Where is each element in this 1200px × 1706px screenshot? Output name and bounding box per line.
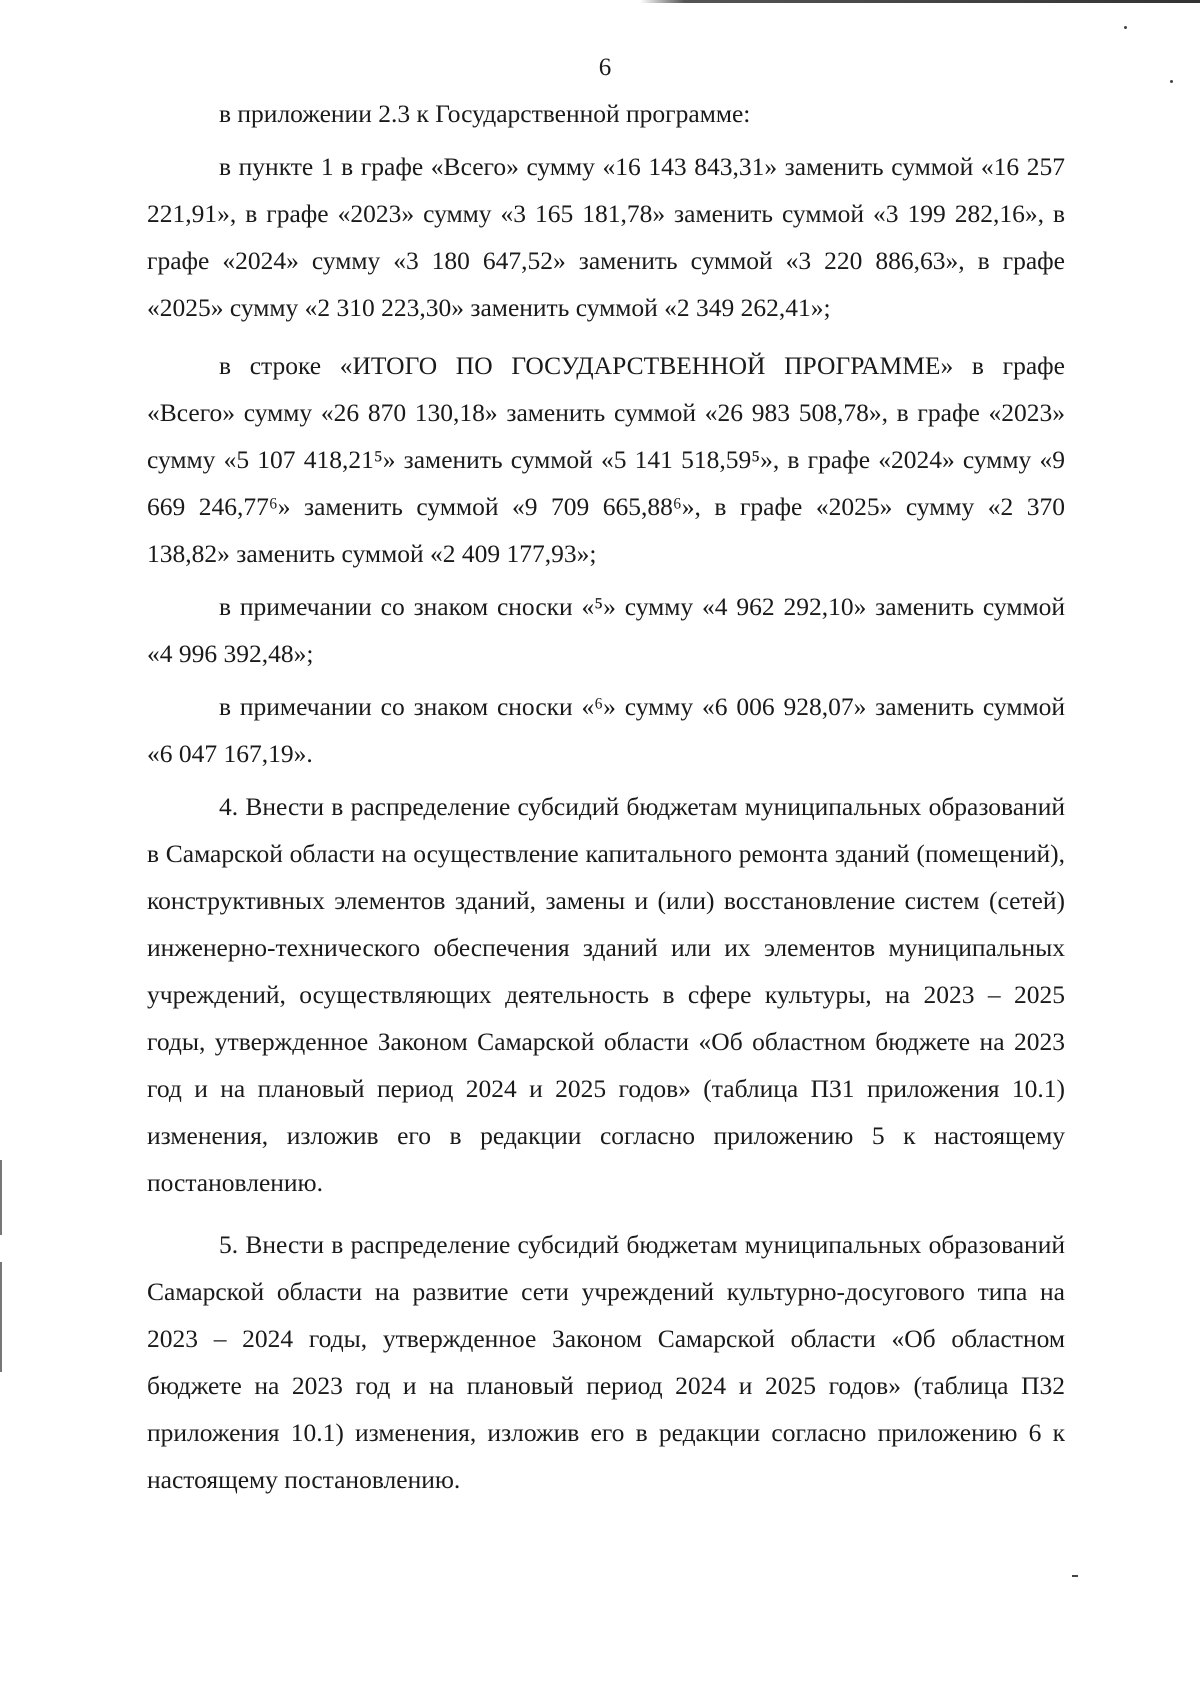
scan-edge-left	[0, 1160, 2, 1235]
scan-speck	[1124, 26, 1127, 29]
page-number: 6	[598, 54, 612, 81]
scan-speck	[1072, 1575, 1078, 1577]
paragraph-footnote-5: в примечании со знаком сноски «⁵» сумму «4 962 292,10» заменить суммой «4 996 392,48»;	[147, 592, 1065, 668]
document-body	[147, 90, 1065, 1503]
paragraph-program-total: в строке «ИТОГО ПО ГОСУДАРСТВЕННОЙ ПРОГРАММЕ» в графе «Всего» сумму «26 870 130,18» заменить суммой «26 983 508,78», в графе «2023» сумму «5 107 418,21⁵» заменить суммой «5 141 518,59⁵», в графе «2024» сумму «9 669 246,77⁶» заменить суммой «9 709 665,88⁶», в графе «2025» сумму «2 370 138,82» заменить суммой «2 409 177,93»;	[147, 351, 1065, 568]
paragraph-footnote-6: в примечании со знаком сноски «⁶» сумму «6 006 928,07» заменить суммой «6 047 167,19».	[147, 692, 1065, 768]
scan-edge-top	[640, 0, 1200, 3]
paragraph-section-4: 4. Внести в распределение субсидий бюджетам муниципальных образований в Самарской области на осуществление капитального ремонта зданий (помещений), конструктивных элементов зданий, замены и (или) восстановление систем (сетей) инженерно-технического обеспечения зданий или их элементов муниципальных учреждений, осуществляющих деятельность в сфере культуры, на 2023 – 2025 годы, утвержденное Законом Самарской области «Об областном бюджете на 2023 год и на плановый период 2024 и 2025 годов» (таблица П31 приложения 10.1) изменения, изложив его в редакции согласно приложению 5 к настоящему постановлению.	[147, 792, 1065, 1197]
paragraph-appendix-2-3-intro: в приложении 2.3 к Государственной программе:	[219, 99, 751, 128]
paragraph-item-1-amounts: в пункте 1 в графе «Всего» сумму «16 143 843,31» заменить суммой «16 257 221,91», в графе «2023» сумму «3 165 181,78» заменить суммой «3 199 282,16», в графе «2024» сумму «3 180 647,52» заменить суммой «3 220 886,63», в графе «2025» сумму «2 310 223,30» заменить суммой «2 349 262,41»;	[147, 152, 1065, 322]
paragraph-section-5: 5. Внести в распределение субсидий бюджетам муниципальных образований Самарской области на развитие сети учреждений культурно-досугового типа на 2023 – 2024 годы, утвержденное Законом Самарской области «Об областном бюджете на 2023 год и на плановый период 2024 и 2025 годов» (таблица П32 приложения 10.1) изменения, изложив его в редакции согласно приложению 6 к настоящему постановлению.	[147, 1230, 1065, 1494]
scan-edge-left	[0, 1262, 2, 1372]
